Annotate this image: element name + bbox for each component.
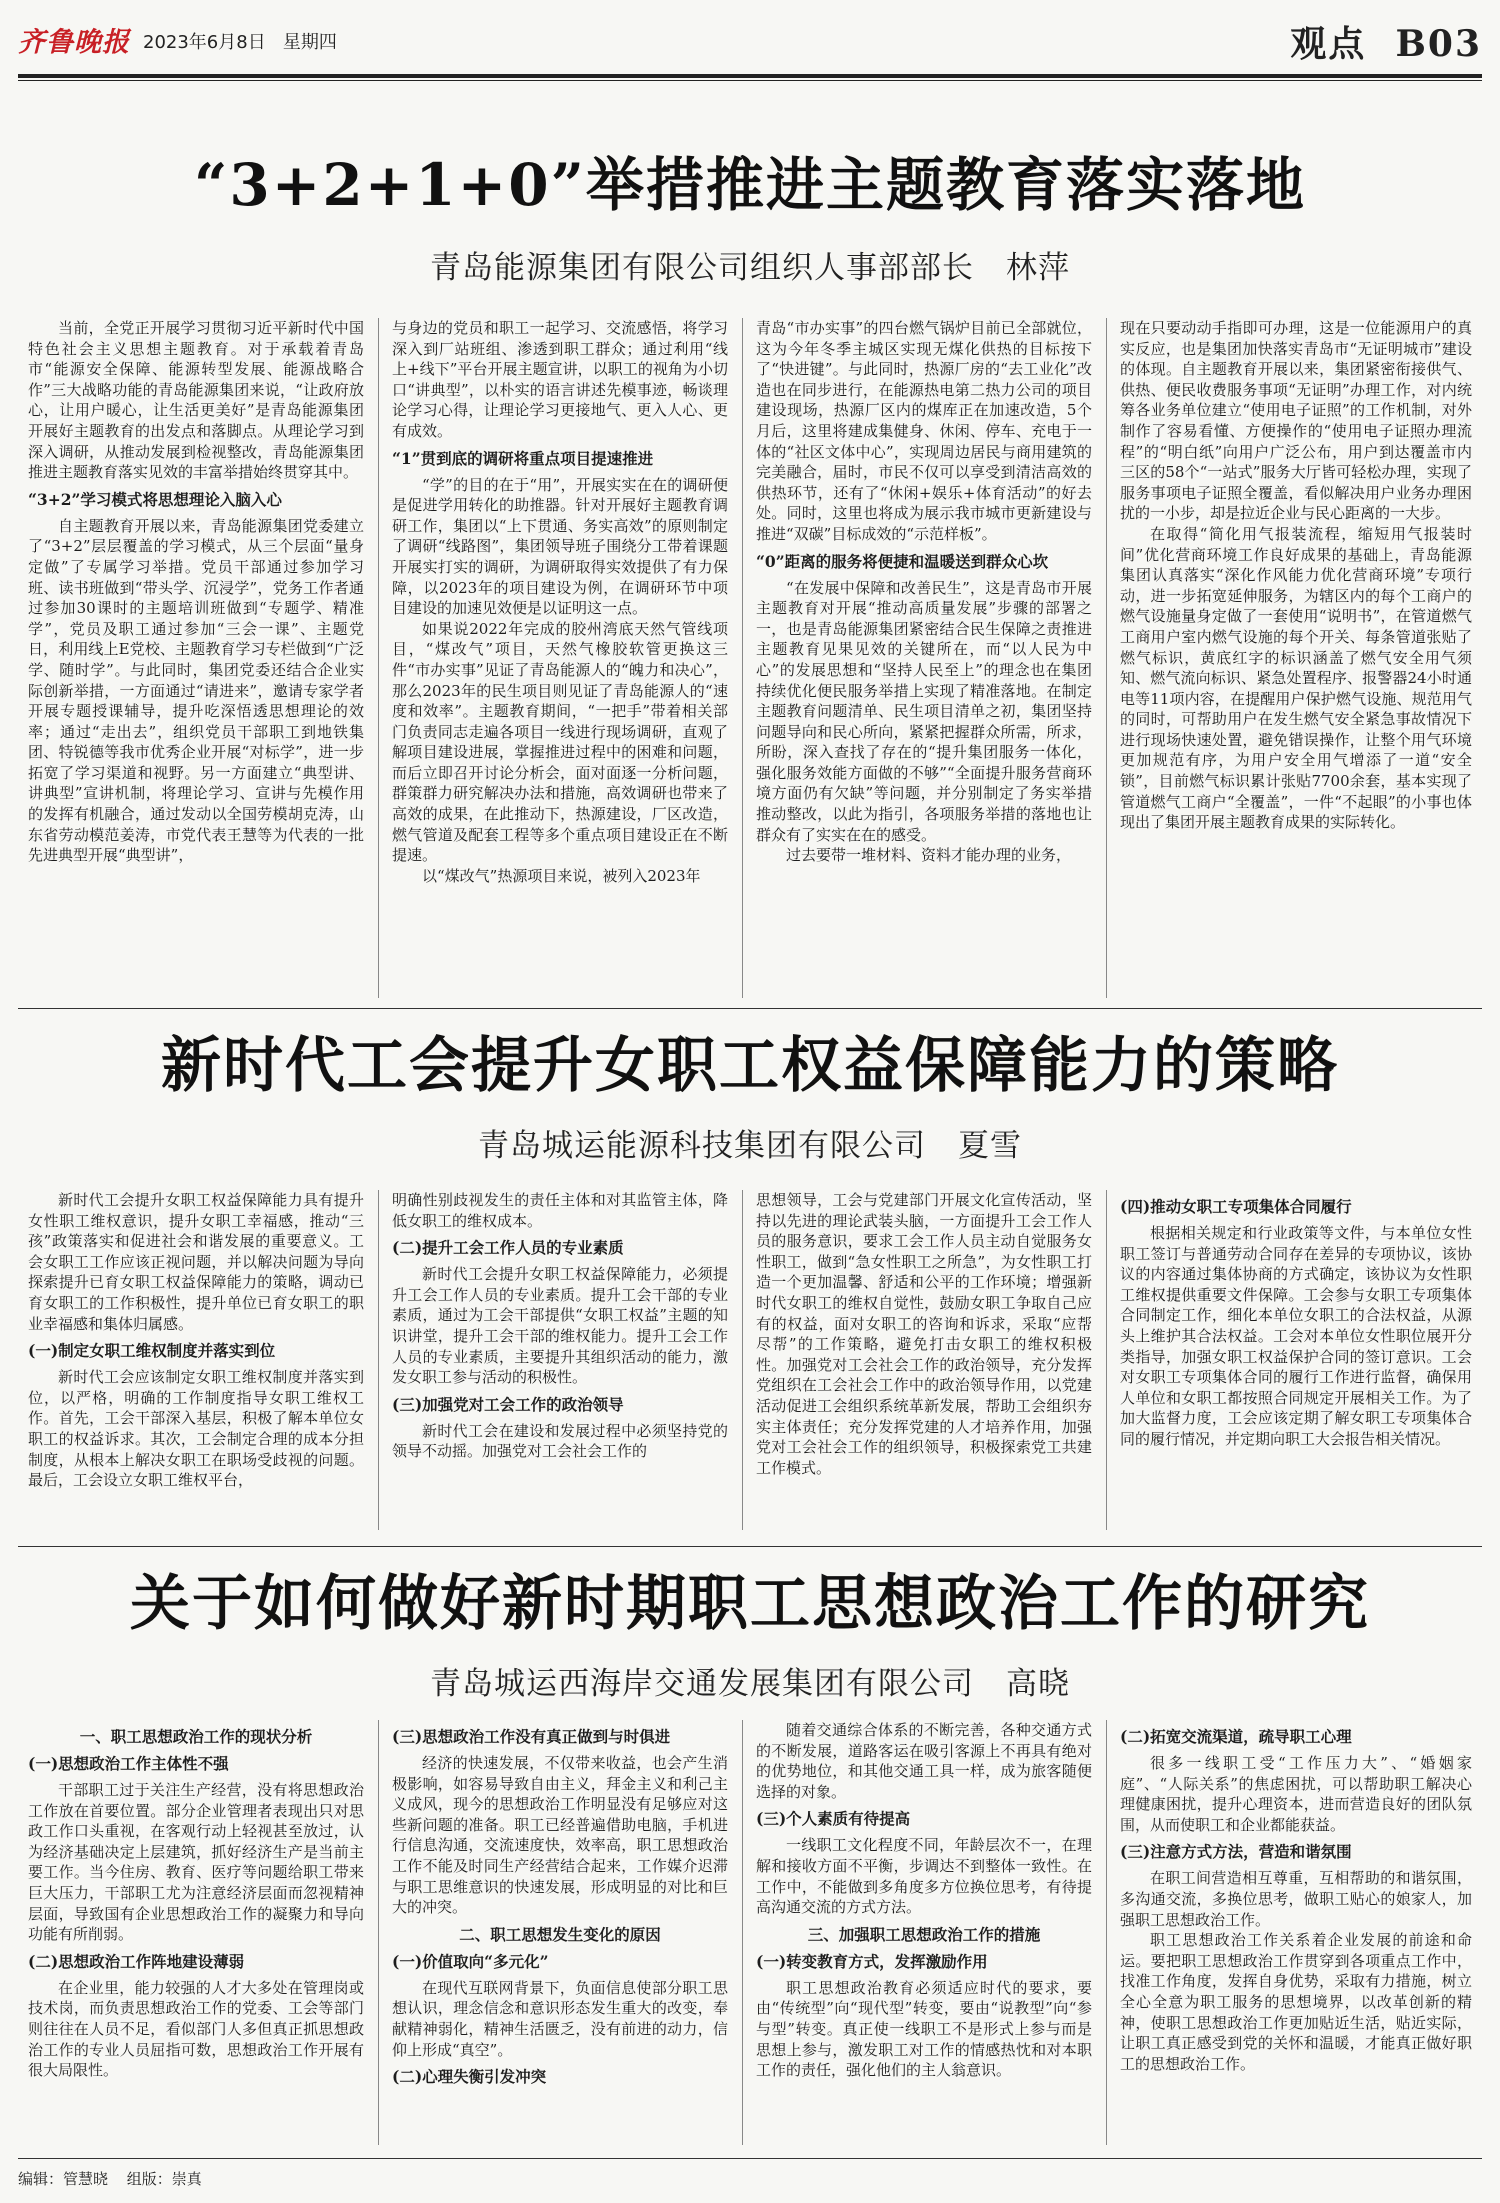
column-divider: [378, 1190, 379, 1530]
paragraph: 过去要带一堆材料、资料才能办理的业务，: [786, 846, 1072, 865]
section-name: 观点: [1290, 23, 1367, 65]
issue-date-text: 2023年6月8日: [143, 32, 266, 53]
article1-title: “3+2+1+0”举措推进主题教育落实落地: [194, 151, 1306, 219]
footer: [18, 2168, 216, 2189]
column-divider: [1106, 1720, 1107, 2145]
paragraph: 与身边的党员和职工一起学习、交流感悟，将学习深入到厂站班组、渗透到职工群众；通过利用“线上+线下”平台开展主题宣讲，以职工的视角为小切口“讲典型”，以朴实的语言讲述先模事迹，畅谈理论学习心得，让理论学习更接地气、更入人心、更有成效。: [392, 319, 728, 440]
article2-column-4: [1120, 1190, 1472, 1535]
article2-byline: 青岛城运能源科技集团有限公司 夏雪: [478, 1128, 1022, 1164]
article1-column-3: [756, 318, 1092, 1000]
paragraph: 很多一线职工受“工作压力大”、“婚姻家庭”、“人际关系”的焦虑困扰，可以帮助职工解决心理健康困扰，提升心理资本，进而营造良好的团队氛围，从而使职工和企业都能获益。: [1120, 1754, 1472, 1834]
paragraph: 当前，全党正开展学习贯彻习近平新时代中国特色社会主义思想主题教育。对于承载着青岛市“能源安全保障、能源转型发展、能源战略合作”三大战略功能的青岛能源集团来说，“让政府放心，让用户暖心，让生活更美好”是青岛能源集团开展好主题教育的出发点和落脚点。从理论学习到深入调研，从推动发展到检视整改，青岛能源集团推进主题教育落实见效的丰富举措始终贯穿其中。: [28, 319, 364, 482]
article2-column-3: [756, 1190, 1092, 1535]
article2-column-1: [28, 1190, 364, 1535]
section-label: [1290, 16, 1482, 67]
section-subheading: (三)个人素质有待提高: [756, 1809, 911, 1829]
issue-weekday: 星期四: [282, 32, 337, 53]
section-subheading: 一、职工思想政治工作的现状分析: [79, 1727, 313, 1746]
paragraph: 在取得“简化用气报装流程，缩短用气报装时间”优化营商环境工作良好成果的基础上，青岛能源集团认真落实“深化作风能力优化营商环境”专项行动，进一步拓宽延伸服务，为辖区内的每个工商户的燃气设施量身定做了一套使用“说明书”，在管道燃气工商用户室内燃气设施的每个开关、每条管道张贴了燃气标识，黄底红字的标识涵盖了燃气安全用气须知、燃气流向标识、紧急处置程序、报警器24小时通电等11项内容，在提醒用户保护燃气设施、规范用气的同时，可帮助用户在发生燃气安全紧急事故情况下进行现场快速处置，避免错误操作，让整个用气环境更加规范有序，为用户安全用气增添了一道“安全锁”，目前燃气标识累计张贴7700余套，基本实现了管道燃气工商户“全覆盖”，一件“不起眼”的小事也体现出了集团开展主题教育成果的实际转化。: [1120, 524, 1472, 832]
section-subheading: (三)思想政治工作没有真正做到与时俱进: [392, 1727, 671, 1746]
paragraph: 新时代工会应该制定女职工维权制度并落实到位，以严格，明确的工作制度指导女职工维权工作。首先，工会干部深入基层，积极了解本单位女职工的权益诉求。其次，工会制定合理的成本分担制度，从根本上解决女职工在职场受歧视的问题。最后，工会设立女职工维权平台，: [28, 1368, 364, 1490]
article2-title: 新时代工会提升女职工权益保障能力的策略: [161, 1031, 1339, 1101]
section-divider: [18, 1008, 1482, 1009]
paragraph: 干部职工过于关注生产经营，没有将思想政治工作放在首要位置。部分企业管理者表现出只对思政工作口头重视，在客观行动上轻视甚至放过，认为经济基础决定上层建筑，抓好经济生产是当前主要工作。当今住房、教育、医疗等问题给职工带来巨大压力，干部职工尤为注意经济层面而忽视精神层面，导致国有企业思想政治工作的凝聚力和导向功能有所削弱。: [28, 1781, 364, 1944]
paragraph: 在企业里，能力较强的人才大多处在管理岗或技术岗，而负责思想政治工作的党委、工会等部门则往往在人员不足，看似部门人多但真正抓思想政治工作的专业人员屈指可数，思想政治工作开展有很大局限性。: [28, 1978, 364, 2080]
column-divider: [742, 318, 743, 998]
article3-column-3: [756, 1720, 1092, 2150]
paragraph: 经济的快速发展，不仅带来收益，也会产生消极影响，如容易导致自由主义，拜金主义和利己主义成风，现今的思想政治工作明显没有足够应对这些新问题的准备。职工已经普遍借助电脑，手机进行信息沟通，交流速度快，效率高，职工思想政治工作不能及时同生产经营结合起来，工作媒介迟滞与职工思维意识的快速发展，形成明显的对比和巨大的冲突。: [392, 1754, 728, 1917]
article3-byline: 青岛城运西海岸交通发展集团有限公司 高晓: [430, 1666, 1070, 1702]
column-divider: [1106, 318, 1107, 998]
section-subheading: “1”贯到底的调研将重点项目提速推进: [392, 448, 654, 468]
article3-column-2: [392, 1720, 728, 2150]
masthead-rule-thin: [18, 80, 1482, 81]
paragraph: “在发展中保障和改善民生”，这是青岛市开展主题教育对开展“推动高质量发展”步骤的部署之一，也是青岛能源集团紧密结合民生保障之责推进主题教育见果见效的关键所在，而“以人民为中心”的发展思想和“坚持人民至上”的理念也在集团持续优化便民服务举措上实现了精准落地。在制定主题教育问题清单、民生项目清单之初，集团坚持问题导向和民心所向，紧紧把握群众所需，所求，所盼，深入查找了存在的“提升集团服务一体化，强化服务效能方面做的不够”“全面提升服务营商环境方面仍有欠缺”等问题，并分别制定了务实举措推动整改，以此为指引，各项服务举措的落地也让群众有了实实在在的感受。: [756, 578, 1092, 844]
section-subheading: 二、职工思想发生变化的原因: [459, 1924, 661, 1944]
column-divider: [1106, 1190, 1107, 1530]
paragraph: 明确性别歧视发生的责任主体和对其监管主体，降低女职工的维权成本。: [392, 1191, 728, 1230]
column-divider: [742, 1190, 743, 1530]
paragraph: 新时代工会提升女职工权益保障能力，必须提升工会工作人员的专业素质。提升工会干部的专业素质，通过为工会干部提供“女职工权益”主题的知识讲堂，提升工会干部的维权能力。提升工会工作人员的专业素质，主要提升其组织活动的能力，激发女职工参与活动的积极性。: [392, 1265, 728, 1387]
section-subheading: (二)心理失衡引发冲突: [392, 2067, 547, 2087]
article1-column-2: [392, 318, 728, 1000]
article1-column-1: [28, 318, 364, 1000]
paragraph: 如果说2022年完成的胶州湾底天然气管线项目，“煤改气”项目，天然气橡胶软管更换这三件“市办实事”见证了青岛能源人的“魄力和决心”，那么2023年的民生项目则见证了青岛能源人的“速度和效率”。主题教育期间，“一把手”带着相关部门负责同志走遍各项目一线进行现场调研，直观了解项目建设进展，掌握推进过程中的困难和问题，而后立即召开讨论分析会，面对面逐一分析问题，群策群力研究解决办法和措施，高效调研也带来了高效的成果，在此推动下，热源建设，厂区改造，燃气管道及配套工程等多个重点项目建设正在不断提速。: [392, 619, 728, 865]
article3-column-1: [28, 1720, 364, 2150]
section-divider: [18, 1546, 1482, 1547]
paragraph: 青岛“市办实事”的四台燃气锅炉目前已全部就位，这为今年冬季主城区实现无煤化供热的目标按下了“快进键”。与此同时，热源厂房的“去工业化”改造也在同步进行，在能源热电第二热力公司的项目建设现场，热源厂区内的煤库正在加速改造，5个月后，这里将建成集健身、休闲、停车、充电于一体的“社区文体中心”，实现周边居民与商用建筑的完美融合，届时，市民不仅可以享受到清洁高效的供热环节，还有了“休闲+娱乐+体育活动”的好去处。同时，这里也将成为展示我市城市更新建设与推进“双碳”目标成效的“示范样板”。: [756, 319, 1092, 543]
section-subheading: (二)思想政治工作阵地建设薄弱: [28, 1951, 245, 1971]
section-subheading: 三、加强职工思想政治工作的措施: [807, 1924, 1041, 1944]
article1-column-4: [1120, 318, 1472, 1000]
column-divider: [378, 318, 379, 998]
newspaper-logo: 齐鲁晚报: [18, 27, 130, 58]
paragraph: 以“煤改气”热源项目来说，被列入2023年: [422, 866, 701, 885]
section-subheading: “0”距离的服务将便捷和温暖送到群众心坎: [756, 551, 1049, 571]
paragraph: 自主题教育开展以来，青岛能源集团党委建立了“3+2”层层覆盖的学习模式，从三个层面“量身定做”了专属学习举措。党员干部通过参加学习班、读书班做到“带头学、沉浸学”，党务工作者通过参加30课时的主题培训班做到“专题学、精准学”，党员及职工通过参加“三会一课”、主题党日，利用线上E党校、主题教育学习专栏做到“广泛学、随时学”。与此同时，集团党委还结合企业实际创新举措，一方面通过“请进来”，邀请专家学者开展专题授课辅导，提升吃深悟透思想理论的效率；通过“走出去”，组织党员干部职工到地铁集团、特锐德等我市优秀企业开展“对标学”，进一步拓宽了学习渠道和视野。另一方面建立“典型讲、讲典型”宣讲机制，将理论学习、宣讲与先模作用的发挥有机融合，通过发动以全国劳模胡克涛，山东省劳动模范姜涛，市党代表王慧等为代表的一批先进典型开展“典型讲”，: [28, 516, 364, 865]
paragraph: 根据相关规定和行业政策等文件，与本单位女性职工签订与普通劳动合同存在差异的专项协议，该协议的内容通过集体协商的方式确定，该协议为女性职工维权提供重要文件保障。工会参与女职工专项集体合同制定工作，细化本单位女职工的合法权益，从源头上维护其合法权益。工会对本单位女性职位展开分类指导，加强女职工权益保护合同的签订意识。工会对女职工专项集体合同的履行工作进行监督，确保用人单位和女职工都按照合同规定开展相关工作。为了加大监督力度，工会应该定期了解女职工专项集体合同的履行情况，并定期向职工大会报告相关情况。: [1120, 1224, 1472, 1448]
paragraph: 一线职工文化程度不同，年龄层次不一，在理解和接收方面不平衡，步调达不到整体一致性。在工作中，不能做到多角度多方位换位思考，有待提高沟通交流的方式方法。: [756, 1836, 1092, 1917]
section-subheading: (三)注意方式方法，营造和谐氛围: [1120, 1842, 1352, 1862]
article3-column-4: [1120, 1720, 1472, 2150]
page-number: B03: [1395, 23, 1482, 65]
paragraph: 新时代工会在建设和发展过程中必须坚持党的领导不动摇。加强党对工会社会工作的: [392, 1421, 728, 1461]
section-subheading: (一)制定女职工维权制度并落实到位: [28, 1341, 276, 1361]
column-divider: [378, 1720, 379, 2145]
issue-date: [143, 28, 337, 54]
paragraph: 随着交通综合体系的不断完善，各种交通方式的不断发展，道路客运在吸引客源上不再具有绝对的优势地位，和其他交通工具一样，成为旅客随便选择的对象。: [756, 1721, 1092, 1801]
section-subheading: “3+2”学习模式将思想理论入脑入心: [28, 489, 282, 509]
section-subheading: (一)转变教育方式，发挥激励作用: [756, 1951, 988, 1971]
section-subheading: (四)推动女职工专项集体合同履行: [1120, 1197, 1352, 1216]
paragraph: 在职工间营造相互尊重，互相帮助的和谐氛围，多沟通交流，多换位思考，做职工贴心的娘家人，加强职工思想政治工作。: [1120, 1869, 1472, 1929]
paragraph: 在现代互联网背景下，负面信息使部分职工思想认识，理念信念和意识形态发生重大的改变，奉献精神弱化，精神生活匮乏，没有前进的动力，信仰上形成“真空”。: [392, 1978, 728, 2059]
layout-credit: 组版：崇真: [126, 2170, 202, 2188]
article1-byline: 青岛能源集团有限公司组织人事部部长 林萍: [430, 250, 1070, 286]
section-subheading: (二)拓宽交流渠道，疏导职工心理: [1120, 1727, 1352, 1746]
paragraph: 思想领导，工会与党建部门开展文化宣传活动，坚持以先进的理论武装头脑，一方面提升工会工作人员的服务意识，要求工会工作人员主动自觉服务女性职工，做到“急女性职工之所急”，为女性职工打造一个更加温馨、舒适和公平的工作环境；增强新时代女职工的维权自觉性，鼓励女职工争取自己应有的权益，面对女职工的咨询和诉求，采取“应帮尽帮”的工作策略，避免打击女职工的维权积极性。加强党对工会社会工作的政治领导，充分发挥党组织在工会社会工作中的政治领导作用，以党建活动促进工会组织系统革新发展，帮助工会组织夯实主体责任；充分发挥党建的人才培养作用，加强党对工会社会工作的组织领导，积极探索党工共建工作模式。: [756, 1191, 1092, 1477]
section-subheading: (一)思想政治工作主体性不强: [28, 1754, 229, 1773]
paragraph: 现在只要动动手指即可办理，这是一位能源用户的真实反应，也是集团加快落实青岛市“无证明城市”建设的体现。自主题教育开展以来，集团紧密衔接供气、供热、便民收费服务事项“无证明”办理工作，对内统筹各业务单位建立“使用电子证照”的工作机制，对外制作了容易看懂、方便操作的“使用电子证照办理流程”的“明白纸”向用户广泛公布，用户到达覆盖市内三区的58个“一站式”服务大厅皆可轻松办理，实现了服务事项电子证照全覆盖，看似解决用户业务办理困扰的一小步，却是拉近企业与民心距离的一大步。: [1120, 319, 1472, 523]
editor-credit: 编辑：管慧晓: [18, 2170, 109, 2188]
paragraph: 职工思想政治工作关系着企业发展的前途和命运。要把职工思想政治工作贯穿到各项重点工作中，找准工作角度，发挥自身优势，采取有力措施，树立全心全意为职工服务的思想境界，以改革创新的精神，使职工思想政治工作更加贴近生活，贴近实际，让职工真正感受到党的关怀和温暖，才能真正做好职工的思想政治工作。: [1120, 1931, 1472, 2073]
paragraph: 职工思想政治教育必须适应时代的要求，要由“传统型”向“现代型”转变，要由“说教型”向“参与型”转变。真正使一线职工不是形式上参与而是思想上参与，激发职工对工作的情感热忱和对本职工作的责任，强化他们的主人翁意识。: [756, 1978, 1092, 2080]
masthead: [18, 14, 1482, 72]
paragraph: “学”的目的在于“用”，开展实实在在的调研便是促进学用转化的助推器。针对开展好主题教育调研工作，集团以“上下贯通、务实高效”的原则制定了调研“线路图”，集团领导班子围绕分工带着课题开展实打实的调研，为调研取得实效提供了有力保障，以2023年的项目建设为例，在调研环节中项目建设的加速见效便是以证明这一点。: [392, 475, 728, 618]
section-subheading: (二)提升工会工作人员的专业素质: [392, 1238, 624, 1258]
paragraph: 新时代工会提升女职工权益保障能力具有提升女性职工维权意识，提升女职工幸福感，推动“三孩”政策落实和促进社会和谐发展的重要意义。工会女职工工作应该正视问题，并以解决问题为导向探索提升已育女职工权益保障能力的策略，调动已育女职工的工作积极性，提升单位已育女职工的职业幸福感和集体归属感。: [28, 1191, 364, 1333]
footer-rule: [18, 2158, 1482, 2159]
column-divider: [742, 1720, 743, 2145]
section-subheading: (三)加强党对工会工作的政治领导: [392, 1394, 624, 1414]
section-subheading: (一)价值取向“多元化”: [392, 1951, 549, 1971]
article3-title: 关于如何做好新时期职工思想政治工作的研究: [130, 1569, 1370, 1639]
article2-column-2: [392, 1190, 728, 1535]
masthead-rule: [18, 74, 1482, 78]
